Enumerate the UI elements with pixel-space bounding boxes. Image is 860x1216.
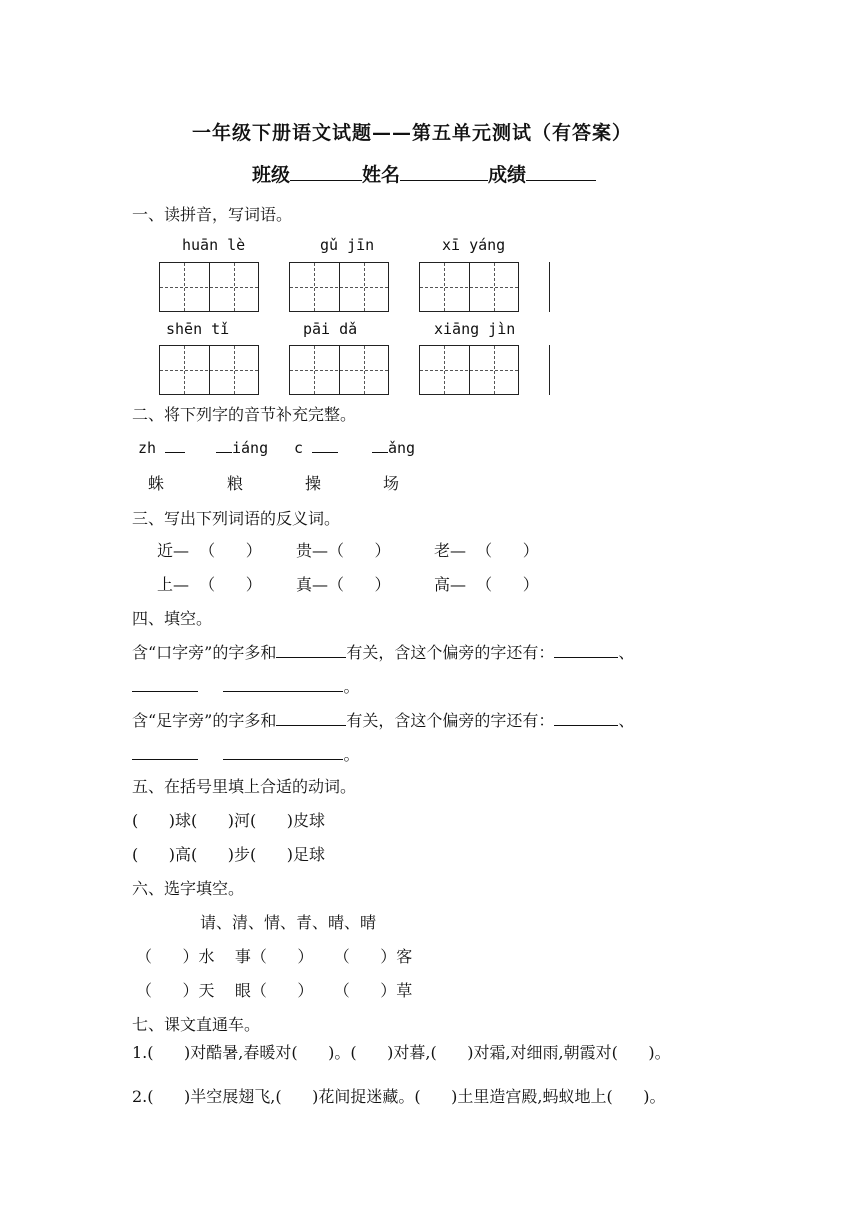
pinyin-5: pāi dǎ <box>303 320 358 338</box>
choose-row-1: （ ）水 事（ ） （ ）客 <box>136 947 413 966</box>
syllable-blank[interactable] <box>216 438 232 453</box>
header-fields <box>252 160 596 187</box>
syllable-blank[interactable] <box>312 438 338 453</box>
antonym-item: 贵—（ ） <box>296 541 391 560</box>
fill-line-3: 含“足字旁”的字多和 有关，含这个偏旁的字还有： 、 <box>132 711 635 730</box>
writing-grid[interactable] <box>159 262 259 312</box>
class-label: 班级 <box>252 164 291 186</box>
char-2: 粮 <box>227 474 244 493</box>
choose-row-2: （ ）天 眼（ ） （ ）草 <box>136 981 413 1000</box>
class-blank[interactable] <box>290 166 362 181</box>
char-4: 场 <box>383 474 400 493</box>
fill-blank[interactable] <box>276 643 346 658</box>
fill-blank[interactable] <box>132 677 198 692</box>
verb-row-2: ( )高( )步( )足球 <box>132 845 326 864</box>
page-title: 一年级下册语文试题——第五单元测试（有答案） <box>192 122 633 144</box>
antonym-item: 高— （ ） <box>434 575 539 594</box>
lesson-line-1: 1.( )对酷暑,春暖对( )。( )对暮,( )对霜,对细雨,朝霞对( )。 <box>132 1043 671 1062</box>
writing-grid[interactable] <box>159 345 259 395</box>
section-2-heading: 二、将下列字的音节补充完整。 <box>132 405 357 424</box>
char-1: 蛛 <box>148 474 165 493</box>
antonym-item: 真—（ ） <box>296 575 391 594</box>
fill-blank[interactable] <box>223 677 343 692</box>
pinyin-1: huān lè <box>182 236 246 254</box>
section-6-heading: 六、选字填空。 <box>132 879 245 898</box>
syllable-2: iáng <box>216 438 268 457</box>
pinyin-3: xī yáng <box>442 236 506 254</box>
antonym-item: 老— （ ） <box>434 541 539 560</box>
score-blank[interactable] <box>526 166 596 181</box>
fill-blank[interactable] <box>554 711 618 726</box>
char-3: 操 <box>305 474 322 493</box>
section-1-heading: 一、读拼音，写词语。 <box>132 205 293 224</box>
syllable-1: zh <box>138 438 185 457</box>
pinyin-6: xiāng jìn <box>434 320 516 338</box>
syllable-4: ǎng <box>372 438 415 457</box>
fill-blank[interactable] <box>223 745 343 760</box>
section-5-heading: 五、在括号里填上合适的动词。 <box>132 777 357 796</box>
section-7-heading: 七、课文直通车。 <box>132 1015 261 1034</box>
char-options: 请、清、情、青、晴、晴 <box>200 913 377 932</box>
writing-grid[interactable] <box>419 345 519 395</box>
fill-line-4: 。 <box>132 742 359 765</box>
pinyin-4: shēn tǐ <box>166 320 230 338</box>
writing-grid[interactable] <box>289 262 389 312</box>
syllable-3: c <box>294 438 338 457</box>
fill-blank[interactable] <box>276 711 346 726</box>
fill-line-2: 。 <box>132 674 359 697</box>
antonym-item: 上— （ ） <box>157 575 262 594</box>
name-blank[interactable] <box>400 166 488 181</box>
syllable-blank[interactable] <box>372 438 388 453</box>
score-label: 成绩 <box>488 164 527 186</box>
grid-edge-line <box>549 262 550 312</box>
fill-blank[interactable] <box>132 745 198 760</box>
section-4-heading: 四、填空。 <box>132 609 213 628</box>
verb-row-1: ( )球( )河( )皮球 <box>132 811 326 830</box>
name-label: 姓名 <box>362 164 401 186</box>
writing-grid[interactable] <box>419 262 519 312</box>
fill-line-1: 含“口字旁”的字多和 有关，含这个偏旁的字还有： 、 <box>132 643 635 662</box>
lesson-line-2: 2.( )半空展翅飞,( )花间捉迷藏。( )土里造宫殿,蚂蚁地上( )。 <box>132 1087 666 1106</box>
section-3-heading: 三、写出下列词语的反义词。 <box>132 509 341 528</box>
writing-grid[interactable] <box>289 345 389 395</box>
antonym-item: 近— （ ） <box>157 541 262 560</box>
fill-blank[interactable] <box>554 643 618 658</box>
pinyin-2: gǔ jīn <box>320 236 375 254</box>
syllable-blank[interactable] <box>165 438 185 453</box>
grid-edge-line <box>549 345 550 395</box>
